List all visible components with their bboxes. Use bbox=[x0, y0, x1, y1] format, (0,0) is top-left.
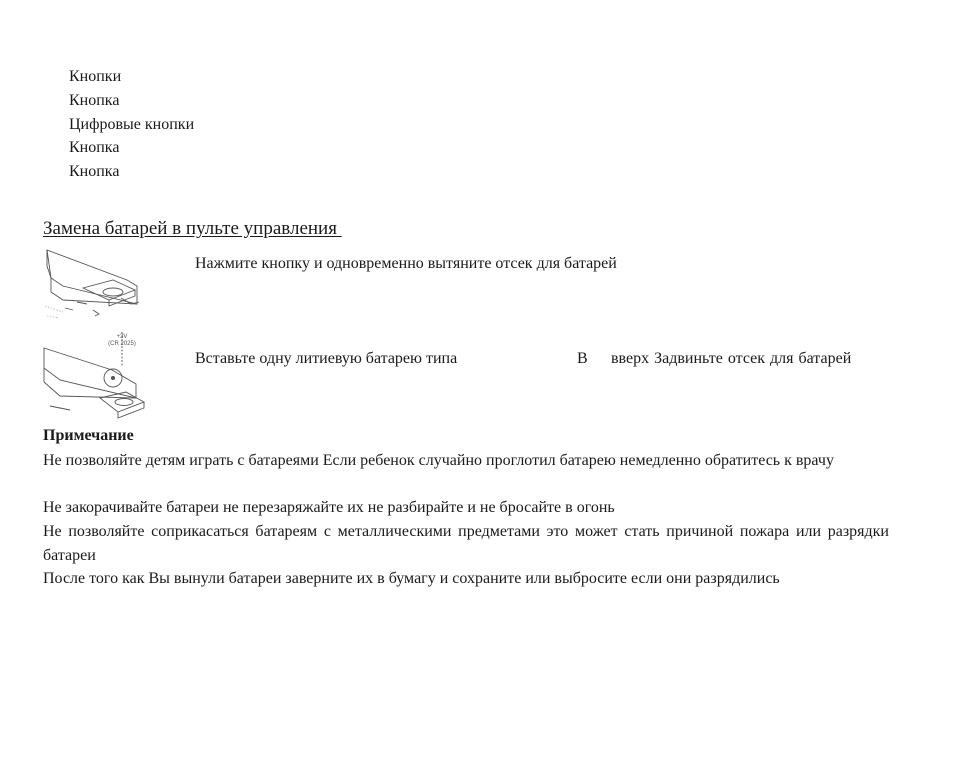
battery-voltage-label: +3V bbox=[116, 334, 128, 340]
battery-insert-illustration bbox=[40, 326, 148, 422]
note-title: Примечание bbox=[43, 427, 134, 444]
list-item: Кнопка bbox=[69, 139, 120, 156]
note-paragraph: Не позволяйте соприкасаться батареям с металлическими предметами это может стать причиной пожара или разрядки батареи bbox=[43, 523, 889, 564]
note-paragraph: После того как Вы вынули батареи заверните их в бумагу и сохраните или выбросите если они разрядились bbox=[43, 570, 780, 587]
list-item: Кнопка bbox=[69, 163, 120, 180]
step1-text: Нажмите кнопку и одновременно вытяните отсек для батарей bbox=[195, 255, 617, 272]
note-paragraph: Не закорачивайте батареи не перезаряжайте их не разбирайте и не бросайте в огонь bbox=[43, 499, 615, 516]
list-item: Кнопки bbox=[69, 68, 122, 85]
step2-text-polarity: В bbox=[577, 350, 588, 367]
list-item: Кнопка bbox=[69, 92, 120, 109]
remote-compartment-illustration bbox=[43, 246, 143, 324]
section-title: Замена батарей в пульте управления bbox=[43, 218, 342, 239]
battery-type-label: (CR 2025) bbox=[108, 341, 136, 347]
note-paragraph: Не позволяйте детям играть с батареями Если ребенок случайно проглотил батарею немедленно обратитесь к врачу bbox=[43, 452, 834, 469]
step2-text: Вставьте одну литиевую батарею типа bbox=[195, 350, 458, 367]
list-item: Цифровые кнопки bbox=[69, 116, 195, 133]
step2-text-end: вверх Задвиньте отсек для батарей bbox=[611, 350, 852, 367]
